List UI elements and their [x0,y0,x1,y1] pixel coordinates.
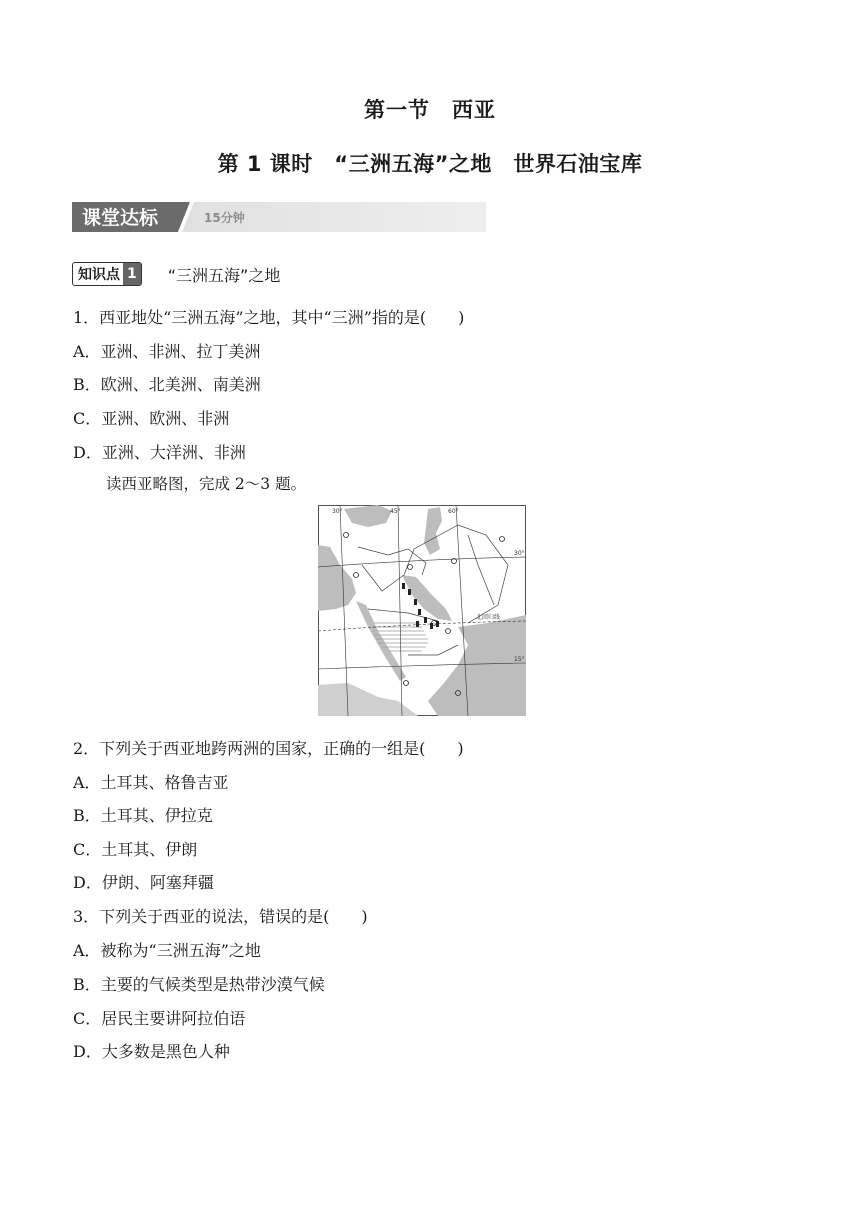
question-2-option-d: D．伊朗、阿塞拜疆 [73,873,214,892]
question-1-stem: 1．西亚地处“三洲五海”之地，其中“三洲”指的是( ) [73,308,465,327]
knowledge-point-title: “三洲五海”之地 [167,265,281,285]
question-3-option-d: D．大多数是黑色人种 [73,1042,230,1061]
banner-time: 15分钟 [204,211,245,225]
question-3-option-c: C．居民主要讲阿拉伯语 [73,1009,246,1028]
west-asia-map [318,505,526,716]
class-practice-banner [72,202,486,232]
question-2-option-a: A．土耳其、格鲁吉亚 [73,773,229,792]
lon-label-45: 45° [390,508,401,515]
tropic-label: 北回归线 [476,614,501,621]
question-3-option-b: B．主要的气候类型是热带沙漠气候 [73,975,325,994]
map-intro: 读西亚略图，完成 2～3 题。 [106,475,307,493]
lon-label-30: 30° [332,508,343,515]
question-2-option-c: C．土耳其、伊朗 [73,840,198,859]
knowledge-point-number: 1 [123,263,141,285]
banner-label: 课堂达标 [82,207,159,229]
section-title: 第一节 西亚 [364,98,496,122]
question-1-option-d: D．亚洲、大洋洲、非洲 [73,443,246,462]
question-3-stem: 3．下列关于西亚的说法，错误的是( ) [73,907,368,926]
knowledge-point-label: 知识点 [78,267,120,283]
question-2-option-b: B．土耳其、伊拉克 [73,806,213,825]
lat-label-15: 15° [514,656,525,663]
question-1-option-a: A．亚洲、非洲、拉丁美洲 [73,342,261,361]
question-1-option-c: C．亚洲、欧洲、非洲 [73,409,230,428]
knowledge-point-heading [72,262,280,286]
knowledge-point-badge [72,262,142,286]
question-2-stem: 2．下列关于西亚地跨两洲的国家，正确的一组是( ) [73,739,464,758]
lat-label-30: 30° [514,550,525,557]
lesson-title: 第 1 课时 “三洲五海”之地 世界石油宝库 [217,152,643,176]
question-3-option-a: A．被称为“三洲五海”之地 [73,941,261,960]
lon-label-60: 60° [448,508,459,515]
question-1-option-b: B．欧洲、北美洲、南美洲 [73,375,261,394]
